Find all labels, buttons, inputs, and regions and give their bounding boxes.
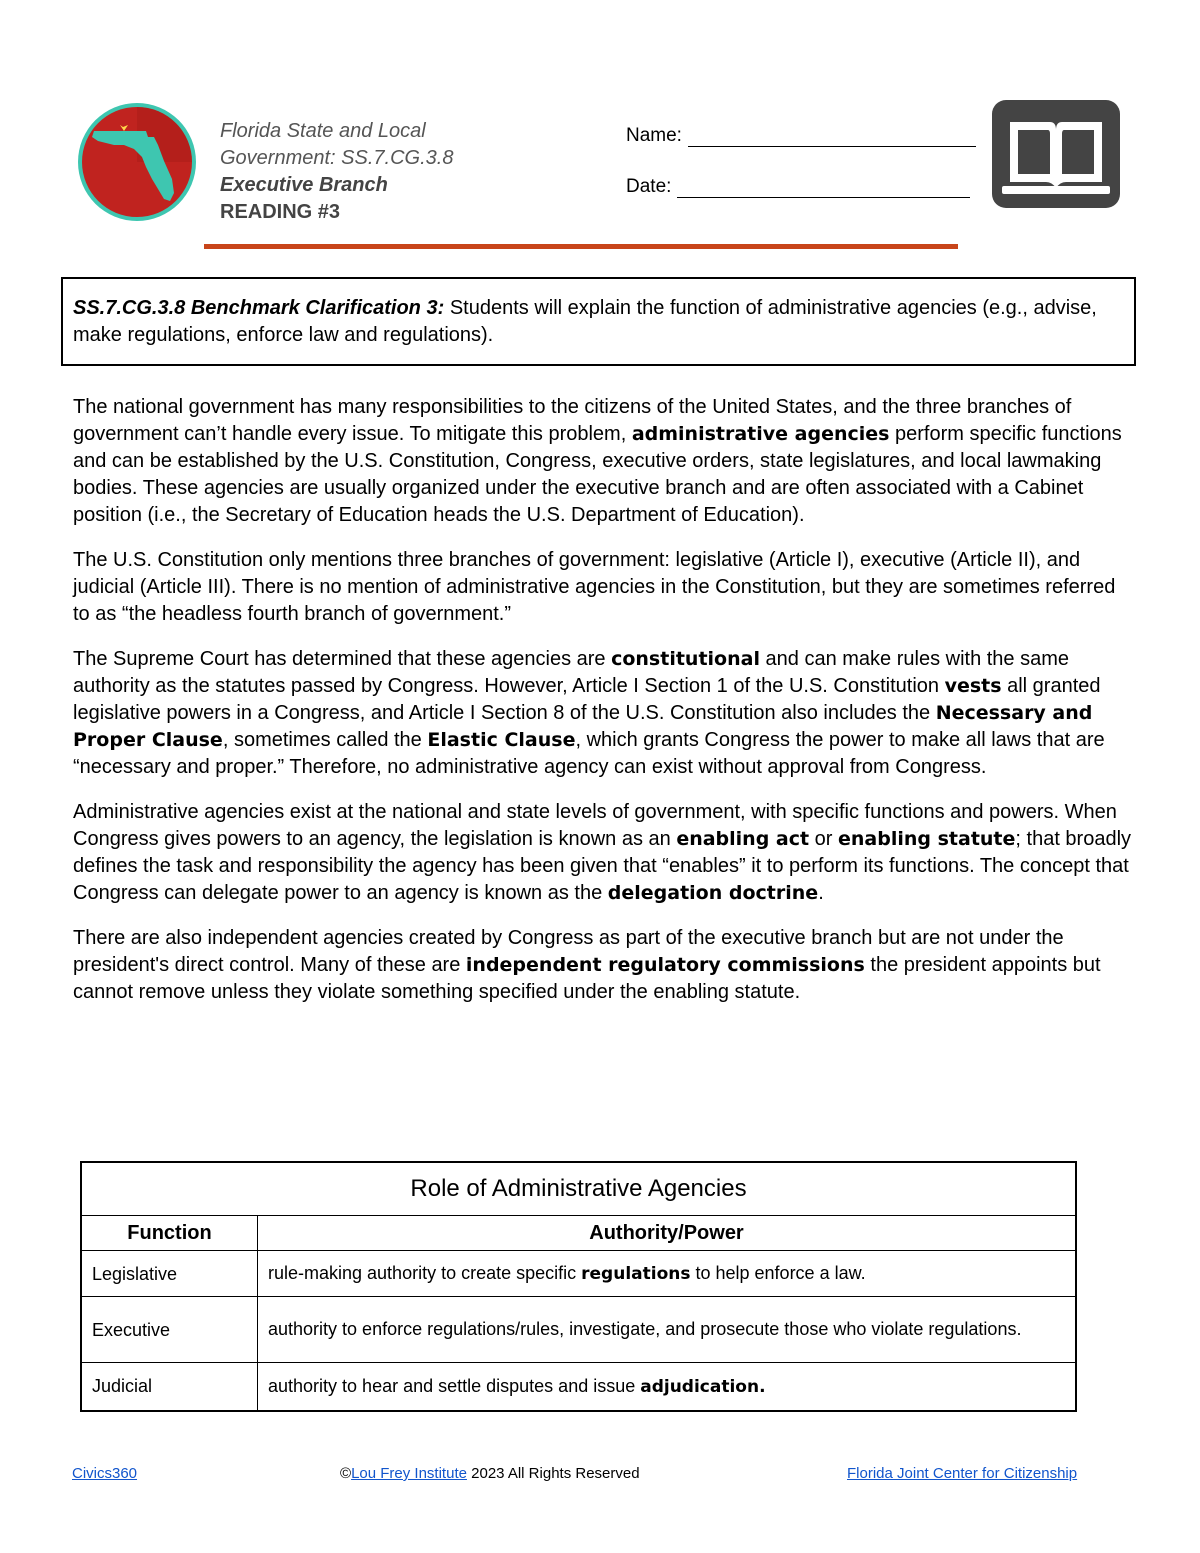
footer-left (72, 1465, 137, 1482)
title-line-1: Florida State and Local (220, 120, 426, 142)
rights-text: 2023 All Rights Reserved (466, 1465, 640, 1482)
title-block (220, 118, 453, 226)
paragraph-5 (73, 925, 1133, 1006)
term-enabling-statute: enabling statute (838, 828, 1016, 850)
term-delegation-doctrine: delegation doctrine (607, 882, 819, 904)
benchmark-code: SS.7.CG.3.8 Benchmark Clarification 3 (73, 297, 438, 319)
date-label: Date: (626, 176, 672, 197)
term-constitutional: constitutional (611, 648, 760, 670)
function-cell: Legislative (81, 1251, 258, 1297)
open-book-icon (992, 100, 1120, 208)
p3-text-a: The Supreme Court has determined that these agencies are (73, 648, 612, 670)
authority-text: rule-making authority to create specific (268, 1263, 582, 1283)
p5-text-a: There are also independent agencies created by Congress as part of the executive branch but are not under the president's direct control. Many of these are (73, 927, 1064, 976)
p1-text-a: The national government has many responsibilities to the citizens of the United States, and the three branches of government can’t handle every issue. To mitigate this problem, (73, 396, 1072, 445)
paragraph-3 (73, 646, 1133, 781)
civics360-link[interactable]: Civics360 (72, 1465, 138, 1482)
florida-map-logo-icon (76, 101, 198, 223)
authority-cell (258, 1297, 1077, 1363)
term-independent-regulatory-commissions: independent regulatory commissions (465, 954, 865, 976)
name-date-fields (626, 120, 976, 222)
date-line[interactable] (677, 177, 970, 198)
paragraph-2: The U.S. Constitution only mentions three branches of government: legislative (Article I), executive (Article II), and judicial (Article III). There is no mention of administrative agencies in the Constitution, but they are sometimes referred to as “the headless fourth branch of government.” (73, 549, 1116, 625)
authority-text: authority to hear and settle disputes and issue (268, 1375, 641, 1396)
title-line-4: READING #3 (220, 201, 341, 223)
authority-cell (258, 1251, 1077, 1297)
p3-text-f: , which grants Congress the power to make all laws that are “necessary and proper.” Therefore, no administrative agency can exist without approval from Congress. (73, 729, 1105, 778)
benchmark-text: Students will explain the function of administrative agencies (e.g., advise, make regulations, enforce law and regulations). (73, 297, 1097, 346)
p3-text-d: all granted legislative powers in a Congress, and Article I Section 8 of the U.S. Constitution also includes the (73, 675, 1101, 724)
p3-text-c: and can make rules with the same authority as the statutes passed by Congress. However, Article I Section 1 of the U.S. Constitution (73, 648, 1070, 697)
table-row (81, 1251, 1076, 1297)
paragraph-4 (73, 799, 1133, 907)
florida-joint-center-link[interactable]: Florida Joint Center for Citizenship (847, 1465, 1078, 1482)
footer-center (340, 1465, 640, 1482)
table-row (81, 1297, 1076, 1363)
lou-frey-institute-link[interactable]: Lou Frey Institute (351, 1465, 467, 1482)
reading-body (73, 394, 1133, 1024)
p4-text-d: ; that broadly defines the task and responsibility the agency has been given that “enables” it to perform its functions. The concept that Congress can delegate power to an agency is known as the (73, 828, 1132, 904)
paragraph-1 (73, 394, 1133, 529)
p4-text-c: or (809, 828, 838, 850)
accent-rule (204, 244, 958, 249)
title-line-2: Government: SS.7.CG.3.8 (220, 147, 454, 169)
name-line[interactable] (688, 126, 976, 147)
term-vests: vests (944, 675, 1002, 697)
term-elastic-clause: Elastic Clause (427, 729, 576, 751)
authority-text: authority to enforce regulations/rules, investigate, and prosecute those who violate regulations. (268, 1319, 1022, 1339)
table-caption: Role of Administrative Agencies (81, 1162, 1076, 1216)
term-administrative-agencies: administrative agencies (631, 423, 890, 445)
footer-right (847, 1465, 1077, 1482)
title-line-3: Executive Branch (220, 174, 388, 196)
authority-text-post: to help enforce a law. (690, 1263, 866, 1283)
date-field[interactable] (626, 171, 976, 198)
table-row (81, 1363, 1076, 1411)
authority-bold: regulations (581, 1264, 691, 1284)
roles-table (80, 1161, 1077, 1412)
p1-text-c: perform specific functions and can be established by the U.S. Constitution, Congress, executive orders, state legislatures, and local lawmaking bodies. These agencies are usually organized under the executive branch and are often associated with a Cabinet position (i.e., the Secretary of Education heads the U.S. Department of Education). (73, 423, 1122, 526)
term-necessary-proper-clause: Necessary and Proper Clause (73, 702, 1093, 751)
p4-text-e: . (818, 882, 824, 904)
term-enabling-act: enabling act (676, 828, 810, 850)
benchmark-colon: : (437, 297, 445, 319)
name-field[interactable] (626, 120, 976, 147)
name-label: Name: (626, 125, 682, 146)
authority-cell (258, 1363, 1077, 1411)
authority-bold: adjudication. (640, 1376, 766, 1397)
benchmark-box (61, 277, 1136, 366)
p4-text-a: Administrative agencies exist at the national and state levels of government, with specific functions and powers. When Congress gives powers to an agency, the legislation is known as an (73, 801, 1117, 850)
function-cell: Executive (81, 1297, 258, 1363)
column-header-authority: Authority/Power (258, 1216, 1077, 1251)
column-header-function: Function (81, 1216, 258, 1251)
copyright-symbol: © (340, 1465, 352, 1482)
function-cell: Judicial (81, 1363, 258, 1411)
p3-text-e: , sometimes called the (222, 729, 428, 751)
p5-text-c: the president appoints but cannot remove unless they violate something specified under the enabling statute. (73, 954, 1101, 1003)
